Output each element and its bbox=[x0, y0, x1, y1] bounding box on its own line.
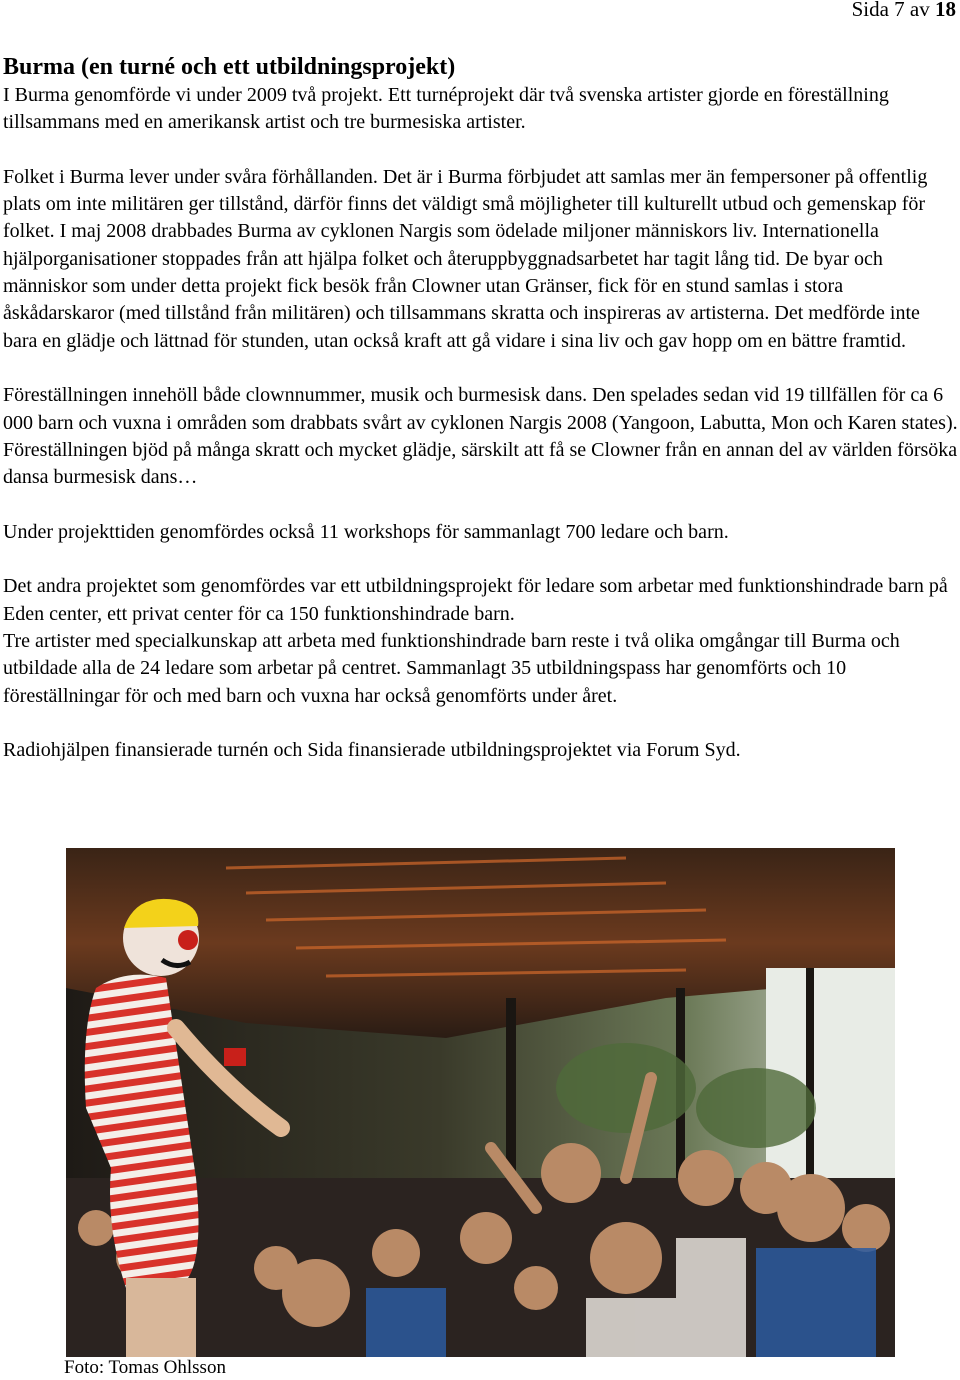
paragraph-performance: Föreställningen innehöll både clownnummer, musik och burmesisk dans. Den spelades sedan vid 19 tillfällen för ca 6 000 barn och vuxna i områden som drabbats svårt av cyklonen Nargis 2008 (Yangoon, Labutta, Mon och Karen states). Föreställningen bjöd på många skratt och mycket glädje, särskilt att få se Clowner från en annan del av världen försöka dansa burmesisk dans… bbox=[3, 384, 958, 489]
article-title: Burma (en turné och ett utbildningsprojekt) bbox=[3, 54, 456, 80]
page-number-prefix: Sida 7 av bbox=[851, 0, 930, 21]
paragraph-artists: Tre artister med specialkunskap att arbeta med funktionshindrade barn reste i två olika omgångar till Burma och utbildade alla de 24 ledare som arbetar på centret. Sammanlagt 35 utbildningspass har genomförts och 10 föreställningar för och med barn och vuxna har också genomförts under året. bbox=[3, 629, 900, 707]
page-number-total: 18 bbox=[935, 0, 956, 21]
page-number bbox=[852, 0, 956, 22]
paragraph-funding: Radiohjälpen finansierade turnén och Sida finansierade utbildningsprojektet via Forum Syd. bbox=[3, 739, 741, 762]
paragraph-education-project: Det andra projektet som genomfördes var ett utbildningsprojekt för ledare som arbetar med funktionshindrade barn på Eden center, ett privat center för ca 150 funktionshindrade barn. bbox=[3, 575, 948, 625]
photo-illustration bbox=[66, 848, 895, 1357]
paragraph-workshops: Under projekttiden genomfördes också 11 workshops för sammanlagt 700 ledare och barn. bbox=[3, 520, 729, 543]
paragraph-intro: I Burma genomförde vi under 2009 två projekt. Ett turnéprojekt där två svenska artister gjorde en föreställning tillsammans med en amerikansk artist och tre burmesiska artister. bbox=[3, 84, 889, 134]
paragraph-conditions: Folket i Burma lever under svåra förhållanden. Det är i Burma förbjudet att samlas mer än fempersoner på offentlig plats om inte militären ger tillstånd, därför finns det väldigt små möjligheter till kulturellt utbud och gemenskap för folket. I maj 2008 drabbades Burma av cyklonen Nargis som ödelade miljoner människors liv. Internationella hjälporganisationer stoppades från att hjälpa folket och återuppbyggnadsarbetet har tagit lång tid. De byar och människor som under detta projekt fick besök från Clowner utan Gränser, fick för en stund samlas i stora åskådarskaror (med tillstånd från militären) och tillsammans skratta och inspireras av artisterna. Det medförde inte bara en glädje och lättnad för stunden, utan också kraft att gå vidare i sina liv och gav hopp om en bättre framtid. bbox=[3, 165, 928, 352]
photo-caption: Foto: Tomas Ohlsson bbox=[64, 1357, 226, 1378]
clown-performance-photo bbox=[66, 848, 895, 1357]
article bbox=[3, 52, 958, 792]
